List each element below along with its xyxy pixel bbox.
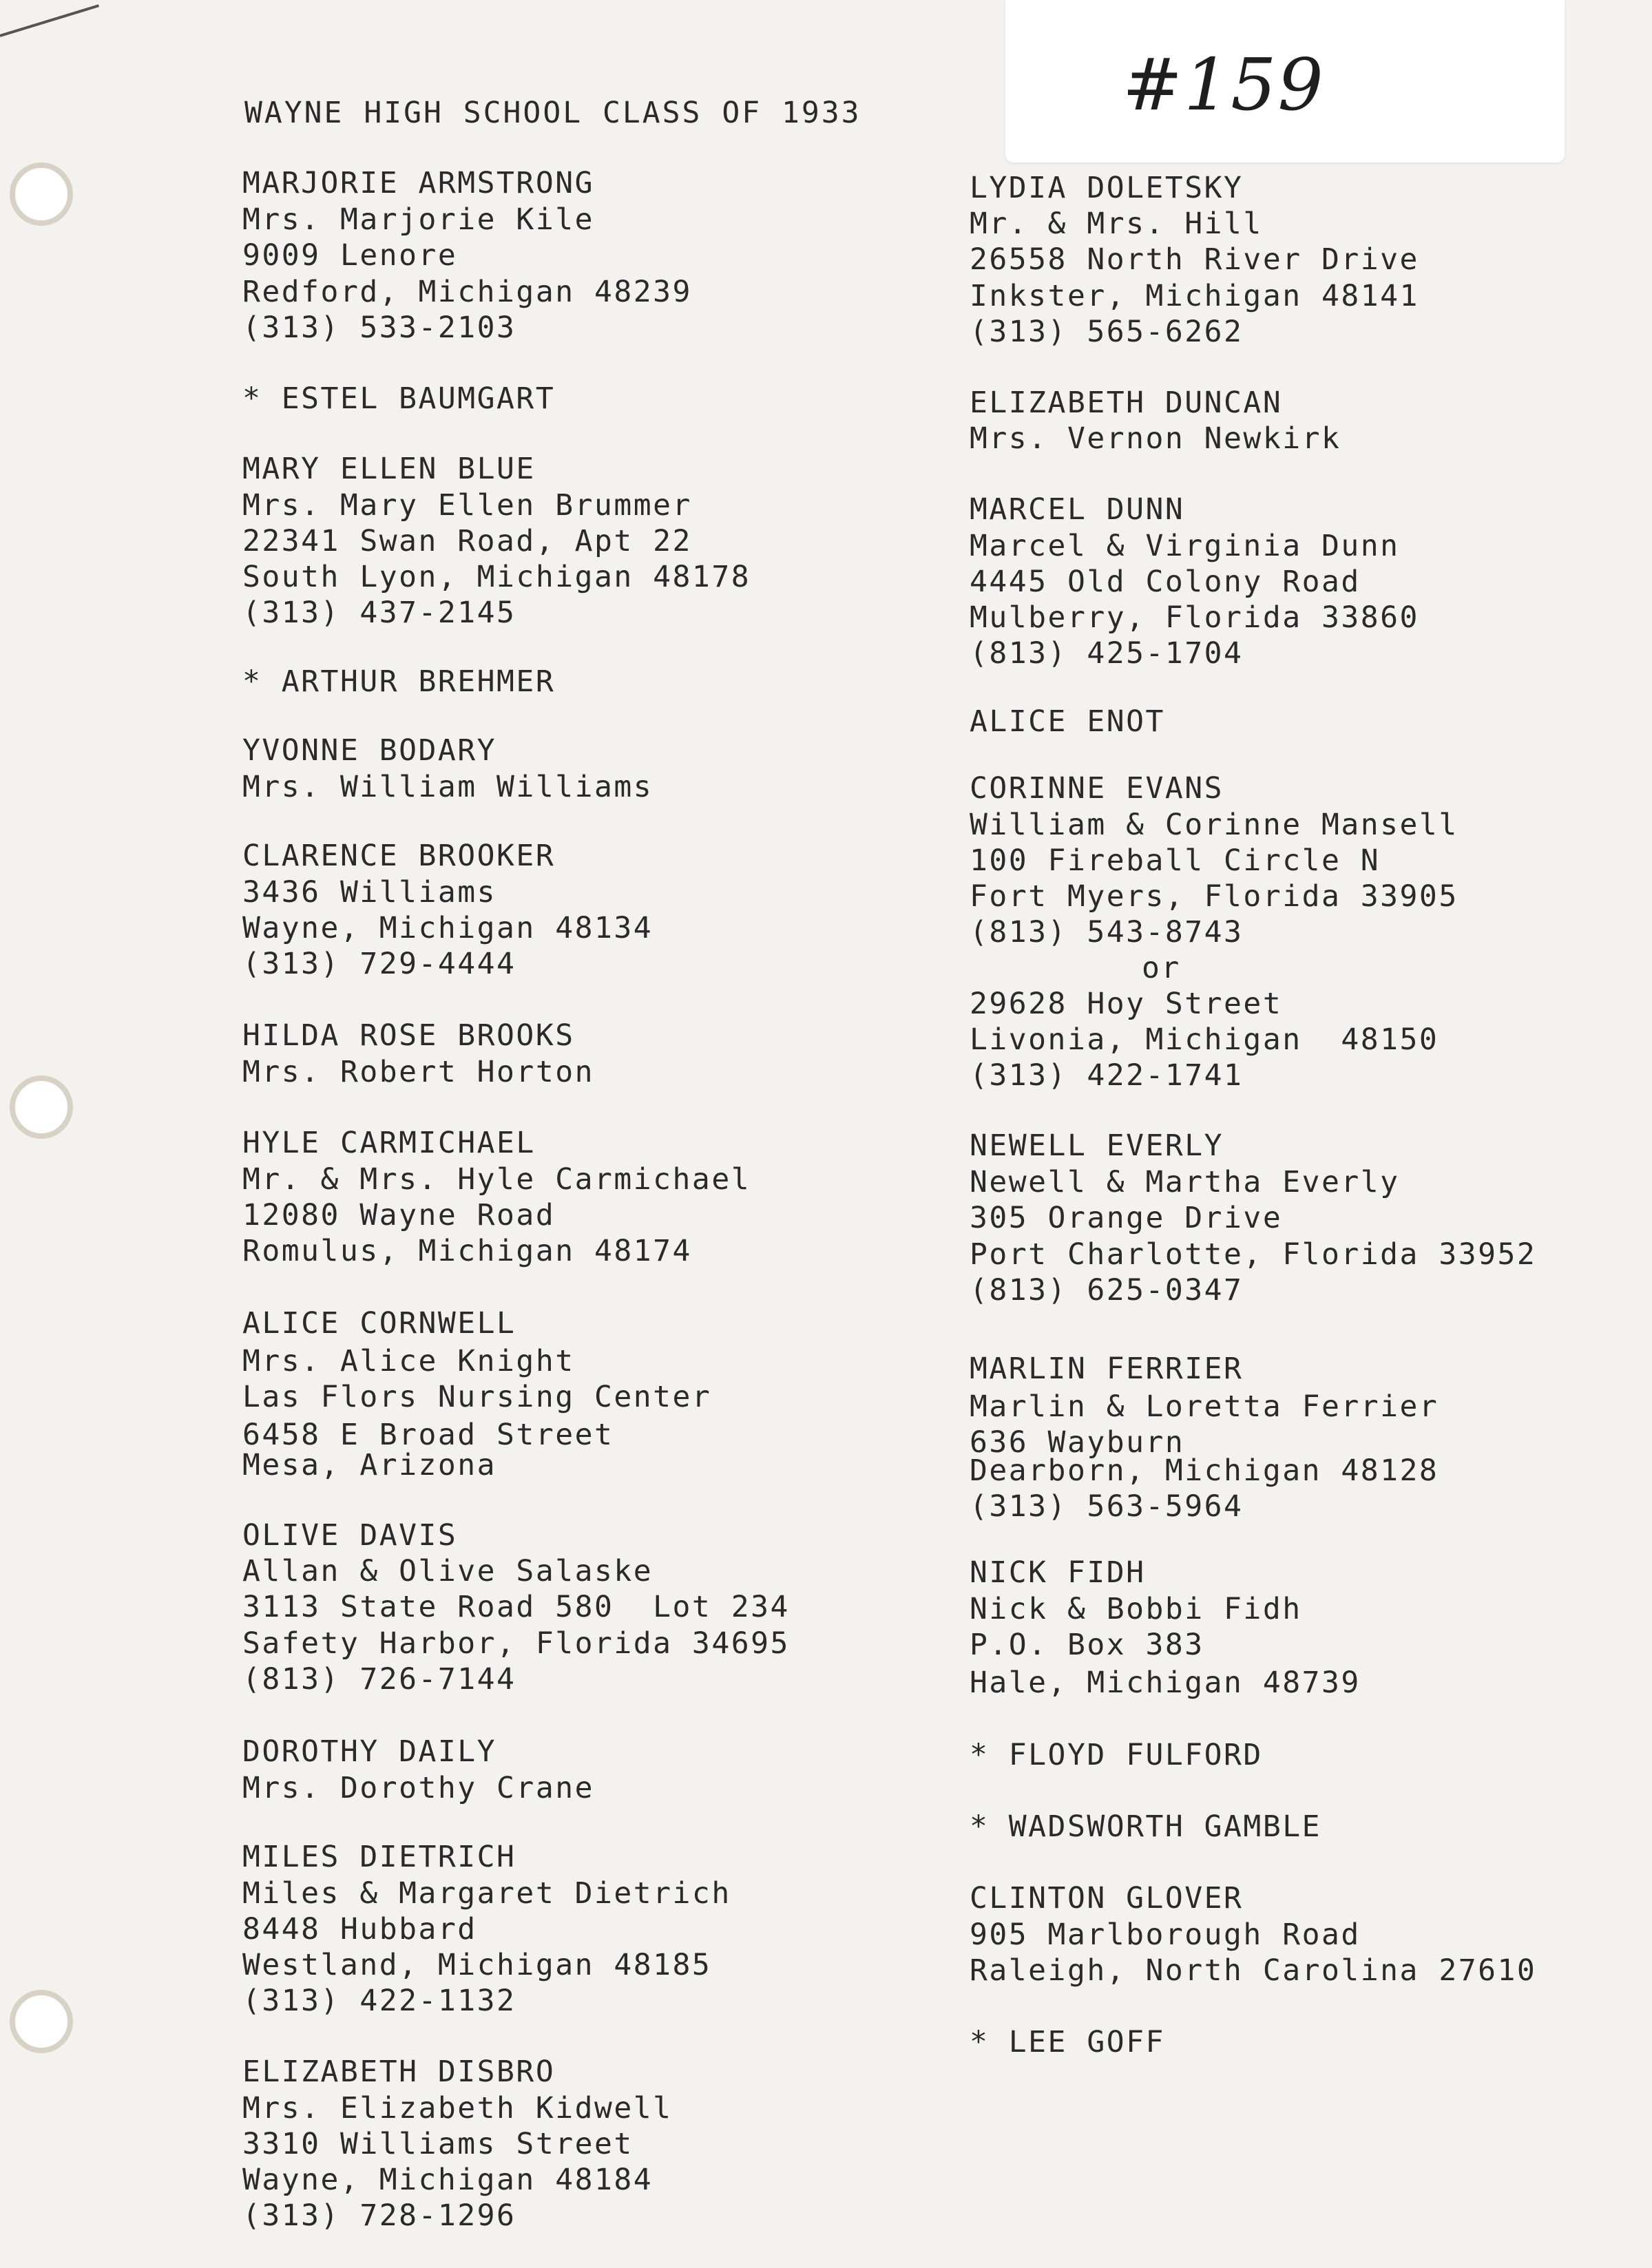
directory-line: 12080 Wayne Road — [242, 1198, 556, 1232]
directory-line: MILES DIETRICH — [242, 1840, 516, 1874]
directory-line: Marcel & Virginia Dunn — [970, 529, 1400, 563]
directory-line: Westland, Michigan 48185 — [242, 1948, 712, 1982]
directory-line: DOROTHY DAILY — [242, 1734, 497, 1769]
directory-line: 6458 E Broad Street — [242, 1418, 614, 1452]
directory-line: 22341 Swan Road, Apt 22 — [242, 524, 692, 558]
directory-line: MARCEL DUNN — [970, 492, 1185, 527]
directory-line: Mrs. Mary Ellen Brummer — [242, 488, 692, 523]
directory-line: Safety Harbor, Florida 34695 — [242, 1626, 790, 1661]
directory-line: NICK FIDH — [970, 1555, 1146, 1590]
directory-line: (313) 728-1296 — [242, 2198, 516, 2233]
directory-line: Mrs. Dorothy Crane — [242, 1771, 594, 1805]
handwritten-tag: #159 — [1122, 43, 1325, 127]
directory-line: South Lyon, Michigan 48178 — [242, 560, 751, 594]
directory-line: NEWELL EVERLY — [970, 1128, 1224, 1163]
directory-line: (313) 422-1132 — [242, 1984, 516, 2018]
directory-line: Mr. & Mrs. Hill — [970, 207, 1263, 241]
directory-line: * ARTHUR BREHMER — [242, 664, 556, 699]
directory-line: Mrs. Alice Knight — [242, 1344, 575, 1378]
directory-line: * LEE GOFF — [970, 2025, 1165, 2059]
directory-line: CORINNE EVANS — [970, 771, 1224, 806]
directory-line: (313) 563-5964 — [970, 1489, 1244, 1524]
punch-hole-middle — [10, 1075, 73, 1139]
directory-line: 3436 Williams — [242, 875, 497, 910]
directory-line: Romulus, Michigan 48174 — [242, 1234, 692, 1268]
directory-line: P.O. Box 383 — [970, 1628, 1204, 1662]
directory-line: HYLE CARMICHAEL — [242, 1126, 536, 1160]
directory-line: (813) 726-7144 — [242, 1662, 516, 1697]
directory-line: Miles & Margaret Dietrich — [242, 1876, 731, 1911]
directory-line: * WADSWORTH GAMBLE — [970, 1809, 1321, 1844]
directory-line: Mrs. Elizabeth Kidwell — [242, 2091, 673, 2125]
directory-line: * FLOYD FULFORD — [970, 1738, 1263, 1772]
directory-line: Mrs. Vernon Newkirk — [970, 421, 1341, 456]
directory-line: 305 Orange Drive — [970, 1201, 1283, 1235]
directory-line: Marlin & Loretta Ferrier — [970, 1389, 1439, 1424]
directory-line: Mrs. Marjorie Kile — [242, 202, 594, 237]
directory-line: Hale, Michigan 48739 — [970, 1666, 1361, 1700]
directory-line: Allan & Olive Salaske — [242, 1554, 654, 1588]
directory-line: CLARENCE BROOKER — [242, 839, 556, 873]
directory-line: Raleigh, North Carolina 27610 — [970, 1953, 1537, 1988]
directory-line: or — [1142, 951, 1181, 985]
page-title: WAYNE HIGH SCHOOL CLASS OF 1933 — [244, 96, 861, 130]
directory-line: HILDA ROSE BROOKS — [242, 1018, 575, 1053]
directory-line: YVONNE BODARY — [242, 733, 497, 768]
directory-line: Mulberry, Florida 33860 — [970, 600, 1419, 635]
directory-line: 9009 Lenore — [242, 238, 458, 273]
directory-line: OLIVE DAVIS — [242, 1518, 458, 1553]
directory-line: 636 Wayburn — [970, 1425, 1185, 1460]
directory-line: Wayne, Michigan 48184 — [242, 2163, 654, 2197]
pen-scratch-mark — [0, 4, 99, 37]
directory-line: MARLIN FERRIER — [970, 1352, 1244, 1386]
directory-line: Las Flors Nursing Center — [242, 1380, 712, 1414]
directory-line: Wayne, Michigan 48134 — [242, 911, 654, 945]
directory-line: (313) 437-2145 — [242, 596, 516, 630]
directory-line: MARY ELLEN BLUE — [242, 452, 536, 486]
directory-line: Newell & Martha Everly — [970, 1165, 1400, 1199]
directory-line: Mr. & Mrs. Hyle Carmichael — [242, 1162, 751, 1197]
punch-hole-top — [10, 162, 73, 226]
directory-line: Fort Myers, Florida 33905 — [970, 879, 1458, 914]
directory-line: (313) 533-2103 — [242, 311, 516, 345]
directory-line: (813) 543-8743 — [970, 915, 1244, 949]
directory-line: CLINTON GLOVER — [970, 1881, 1244, 1915]
directory-line: (313) 565-6262 — [970, 315, 1244, 349]
directory-line: Nick & Bobbi Fidh — [970, 1592, 1302, 1626]
directory-line: Mrs. Robert Horton — [242, 1055, 594, 1089]
directory-line: (813) 625-0347 — [970, 1273, 1244, 1308]
directory-line: Mesa, Arizona — [242, 1448, 497, 1482]
directory-line: 26558 North River Drive — [970, 242, 1419, 277]
directory-line: 3113 State Road 580 Lot 234 — [242, 1590, 790, 1624]
punch-hole-bottom — [10, 1990, 73, 2053]
directory-line: (813) 425-1704 — [970, 636, 1244, 671]
directory-line: 4445 Old Colony Road — [970, 565, 1361, 599]
directory-line: 100 Fireball Circle N — [970, 843, 1381, 878]
directory-line: ELIZABETH DISBRO — [242, 2055, 556, 2089]
directory-line: 905 Marlborough Road — [970, 1918, 1361, 1952]
directory-line: Mrs. William Williams — [242, 770, 654, 804]
directory-line: LYDIA DOLETSKY — [970, 171, 1244, 205]
directory-line: ELIZABETH DUNCAN — [970, 386, 1283, 420]
directory-line: ALICE ENOT — [970, 704, 1165, 739]
directory-line: (313) 729-4444 — [242, 947, 516, 981]
directory-line: 3310 Williams Street — [242, 2127, 634, 2161]
directory-line: * ESTEL BAUMGART — [242, 381, 556, 416]
directory-line: (313) 422-1741 — [970, 1058, 1244, 1093]
directory-line: Inkster, Michigan 48141 — [970, 279, 1419, 313]
directory-line: Dearborn, Michigan 48128 — [970, 1453, 1439, 1488]
directory-line: Redford, Michigan 48239 — [242, 275, 692, 309]
directory-line: 8448 Hubbard — [242, 1912, 477, 1946]
directory-line: Livonia, Michigan 48150 — [970, 1022, 1439, 1057]
directory-line: ALICE CORNWELL — [242, 1306, 516, 1341]
directory-line: 29628 Hoy Street — [970, 987, 1283, 1021]
directory-line: William & Corinne Mansell — [970, 808, 1458, 842]
directory-line: Port Charlotte, Florida 33952 — [970, 1237, 1537, 1272]
directory-line: MARJORIE ARMSTRONG — [242, 166, 594, 200]
